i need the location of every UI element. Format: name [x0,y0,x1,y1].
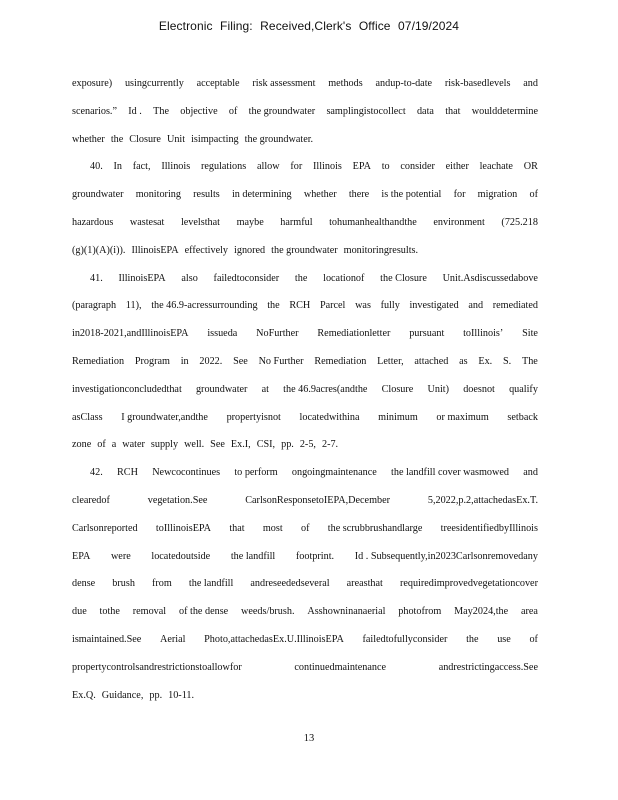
text-segment: the Closure [380,272,427,284]
text-segment: well. [184,439,205,451]
text-segment: locationof [323,272,365,284]
text-segment: pp. [149,689,163,701]
text-segment: scenarios.” [72,105,117,117]
text-segment: objective [180,105,218,117]
text-segment: locatedwithina [299,411,360,423]
text-segment: minimum [378,411,418,423]
text-segment: S. [503,355,512,367]
text-segment: Ex.Q. [72,689,96,701]
text-segment: Ex.I, [230,439,251,451]
text-segment: risk-basedlevels [444,78,511,89]
text-segment: the [267,300,280,312]
text-segment: the groundwater. [244,133,314,145]
text-segment: RCH [116,467,138,479]
text-segment: leachate [479,161,513,173]
text-segment: (paragraph [72,300,117,312]
text-segment: propertyisnot [226,411,281,423]
text-line [72,70,538,98]
text-segment: from [152,578,172,590]
text-segment: setback [507,411,538,423]
text-segment: investigated [409,300,459,312]
text-line [72,126,538,154]
text-segment: a [111,439,117,451]
text-segment: vegetation.See [147,494,208,506]
text-segment: were [110,550,131,562]
text-segment: 2-7. [321,439,339,451]
text-segment: toIllinoisEPA [155,522,212,534]
text-segment: allow [256,161,280,173]
text-segment: Aerial [160,633,186,645]
text-segment: issueda [207,328,238,340]
text-segment: in determining [231,189,292,201]
text-segment: and [523,78,538,89]
text-line [72,404,538,432]
text-segment: EPA [352,161,371,173]
text-segment: methods [328,78,363,89]
text-segment: asClass [72,411,103,423]
text-segment: woulddetermine [471,105,538,117]
text-segment: also [181,272,198,284]
text-segment: risk assessment [252,78,316,89]
page-number: 13 [303,733,315,744]
text-segment: 11), [125,300,142,312]
text-segment: Illinois [161,161,191,173]
text-segment: CSI, [256,439,276,451]
text-segment: or maximum [436,411,489,423]
text-segment: effectively [184,244,229,256]
text-segment: toIllinois’ [463,328,504,340]
text-segment: acceptable [196,78,240,89]
text-line [72,487,538,515]
text-segment: and [523,467,538,479]
text-segment: tothe [99,606,120,618]
text-line [72,237,538,265]
text-segment: whether [303,189,337,201]
text-segment: as [459,355,468,367]
text-line [72,209,538,237]
text-segment: EPA [72,550,91,562]
text-segment: consider [400,161,435,173]
text-segment: photofrom [398,606,442,618]
text-segment: groundwater [195,383,248,395]
text-segment: in2018-2021,andIllinoisEPA [72,328,189,340]
text-segment: that [229,522,245,534]
text-segment: remediated [492,300,538,312]
text-segment: of [300,522,310,534]
text-segment: pp. [281,439,294,451]
text-segment: Id . [128,105,142,117]
text-segment: 42. [90,467,103,479]
text-segment: groundwater [72,189,124,201]
text-segment: Remediationletter [317,328,391,340]
text-segment: failedtoconsider [213,272,280,284]
text-segment: Carlsonreported [72,522,138,534]
text-segment: to perform [234,467,278,479]
text-segment: Illinois [313,161,342,173]
text-segment: No Further [258,355,304,367]
text-segment: was [355,300,371,312]
text-segment: IllinoisEPA [131,244,179,256]
text-segment: OR [523,161,538,173]
text-line [72,98,538,126]
text-line [72,181,538,209]
text-segment: qualify [509,383,538,395]
text-segment: either [445,161,469,173]
text-segment: environment [433,216,485,228]
text-line [72,320,538,348]
text-segment: monitoringresults. [343,244,419,256]
text-segment: samplingistocollect [326,105,406,117]
text-segment: removal [132,606,167,618]
text-segment: migration [477,189,518,201]
text-line [72,515,538,543]
text-segment: The [153,105,169,117]
text-segment: the [110,133,124,145]
text-segment: ignored [234,244,266,256]
text-segment: Site [522,328,538,340]
text-segment: and [468,300,484,312]
text-segment: failedtofullyconsider [362,633,448,645]
text-segment: regulations [200,161,247,173]
text-segment: supply [150,439,179,451]
text-segment: most [262,522,283,534]
text-segment: at [261,383,269,395]
text-segment: tohumanhealthandthe [329,216,417,228]
text-segment: CarlsonResponsetoIEPA,December [245,494,391,506]
text-segment: for [453,189,466,201]
text-line [72,348,538,376]
text-segment: investigationconcludedthat [72,383,182,395]
text-segment: I groundwater,andthe [121,411,208,423]
text-segment: Asshowninanaerial [307,606,386,618]
text-segment: NoFurther [256,328,299,340]
text-segment: locatedoutside [151,550,211,562]
text-segment: areasthat [346,578,383,590]
text-segment: ongoingmaintenance [291,467,377,479]
text-segment: the [294,272,308,284]
text-segment: Parcel [319,300,346,312]
text-segment: RCH [289,300,311,312]
text-segment: fact, [132,161,151,173]
text-line [72,431,538,459]
text-segment: for [290,161,303,173]
text-segment: clearedof [72,494,110,506]
text-line [72,543,538,571]
text-segment: May2024,the [454,606,509,618]
text-segment: maybe [236,216,264,228]
text-segment: treesidentifiedbyIllinois [440,522,538,534]
text-segment: In [113,161,122,173]
text-segment: to [381,161,390,173]
filing-stamp-header: Electronic Filing: Received,Clerk's Office 07/19/2024 [158,19,460,33]
text-line [72,626,538,654]
text-segment: IllinoisEPA [118,272,166,284]
text-segment: of [529,189,538,201]
text-segment: whether [72,133,105,145]
document-body [72,70,538,709]
text-segment: pursuant [409,328,445,340]
text-segment: the landfill [188,578,234,590]
text-segment: 2022. [199,355,223,367]
text-segment: of [228,105,238,117]
text-segment: footprint. [295,550,335,562]
text-segment: the landfill cover wasmowed [391,467,509,479]
text-segment: Id . Subsequently,in2023Carlsonremovedany [354,550,538,562]
text-segment: isimpacting [191,133,239,145]
text-segment: monitoring [135,189,181,201]
text-segment: Remediation [72,355,125,367]
text-segment: the landfill [230,550,276,562]
text-segment: levelsthat [180,216,220,228]
text-line [72,292,538,320]
text-segment: andup-to-date [375,78,433,89]
text-segment: is the potential [381,189,442,201]
text-segment: area [520,606,538,618]
text-segment: exposure) [72,78,113,89]
text-segment: Program [134,355,170,367]
text-segment: there [348,189,370,201]
paragraph-40-start [72,153,538,181]
text-segment: Unit [166,133,186,145]
paragraph-42-start [72,459,538,487]
text-segment: the scrubbrushandlarge [327,522,423,534]
text-segment: data [416,105,434,117]
text-line [72,682,538,710]
text-segment: weeds/brush. [241,606,295,618]
text-segment: Unit) [427,383,450,395]
text-segment: results [193,189,220,201]
text-segment: the groundwater [271,244,338,256]
text-segment: hazardous [72,216,114,228]
text-segment: in [180,355,189,367]
text-segment: fully [380,300,400,312]
text-line [72,570,538,598]
text-segment: Closure [381,383,414,395]
text-segment: requiredimprovedvegetationcover [399,578,538,590]
text-segment: of [529,633,538,645]
text-segment: propertycontrolsandrestrictionstoallowfor [72,661,242,673]
text-segment: the groundwater [248,105,316,117]
text-segment: 41. [90,272,103,284]
text-segment: Ex. [478,355,493,367]
text-segment: (725.218 [501,216,538,228]
text-segment: water [122,439,145,451]
text-segment: of the dense [178,606,229,618]
text-segment: See [210,439,225,451]
text-segment: 2-5, [299,439,316,451]
text-line [72,376,538,404]
text-segment: dense [72,578,96,590]
text-segment: ismaintained.See [72,633,142,645]
text-segment: See [233,355,248,367]
text-segment: the 46.9-acressurrounding [151,300,258,312]
text-segment: brush [112,578,135,590]
paragraph-41-start [72,265,538,293]
text-segment: use [497,633,511,645]
text-segment: usingcurrently [124,78,184,89]
text-segment: that [445,105,461,117]
text-segment: (g)(1)(A)(i)). [72,244,126,256]
text-segment: 40. [90,161,103,173]
text-segment: attached [414,355,449,367]
text-segment: andrestrictingaccess.See [438,661,538,673]
text-line [72,654,538,682]
text-segment: zone [72,439,92,451]
text-segment: 5,2022,p.2,attachedasEx.T. [427,494,538,506]
text-segment: of [97,439,106,451]
text-segment: Closure [129,133,161,145]
text-segment: the [466,633,479,645]
text-segment: doesnot [463,383,495,395]
text-segment: Letter, [377,355,404,367]
text-segment: due [72,606,87,618]
text-segment: Newcocontinues [152,467,221,479]
text-segment: 10-11. [168,689,195,701]
text-segment: continuedmaintenance [294,661,387,673]
text-segment: Remediation [314,355,367,367]
text-segment: harmful [280,216,313,228]
text-segment: Guidance, [101,689,144,701]
text-segment: Photo,attachedasEx.U.IllinoisEPA [204,633,344,645]
text-line [72,598,538,626]
text-segment: The [521,355,538,367]
text-segment: the 46.9acres(andthe [283,383,368,395]
text-segment: andreseededseveral [250,578,330,590]
text-segment: wastesat [129,216,165,228]
text-segment: Unit.Asdiscussedabove [442,272,538,284]
